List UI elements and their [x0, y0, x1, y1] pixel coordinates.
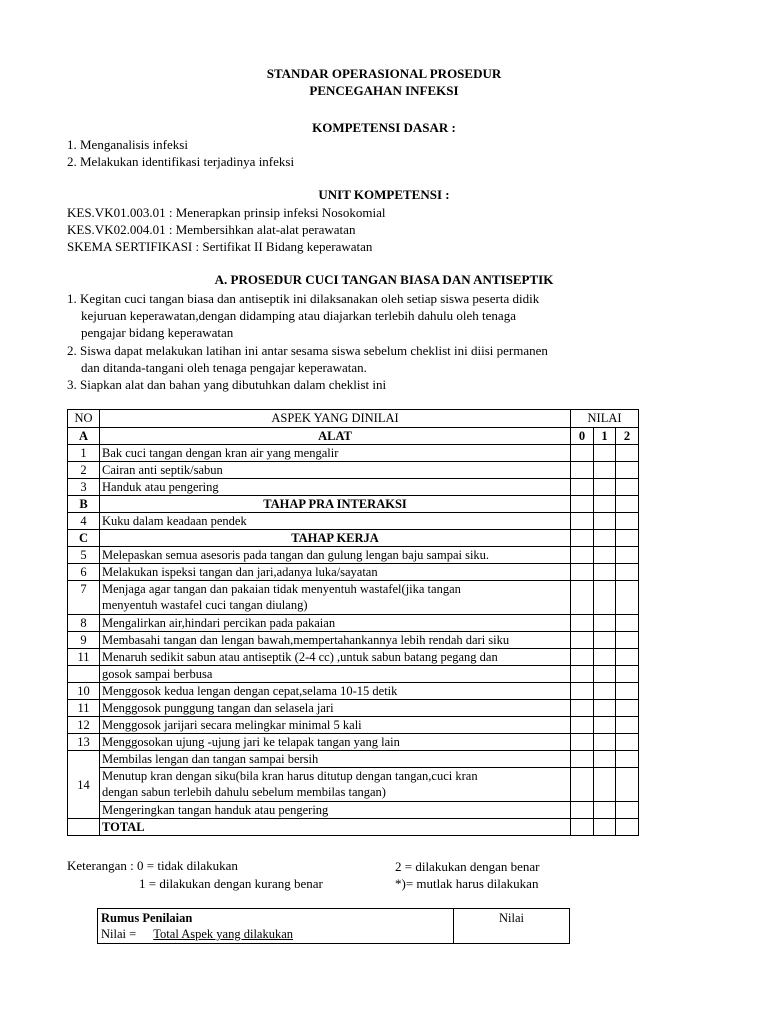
score-cell-1[interactable] [594, 649, 616, 666]
row-text: Mengeringkan tangan handuk atau pengering [100, 802, 571, 819]
score-cell-0[interactable] [571, 462, 594, 479]
score-cell-1 [594, 530, 616, 547]
col-nilai-header: NILAI [571, 410, 639, 428]
section-title: ALAT [100, 428, 571, 445]
keterangan-item-star: *)= mutlak harus dilakukan [395, 876, 539, 891]
score-cell-0[interactable] [571, 802, 594, 819]
prosedur-line: 3. Siapkan alat dan bahan yang dibutuhkan dalam cheklist ini [67, 377, 387, 392]
table-row [68, 751, 639, 768]
score-cell-1 [594, 496, 616, 513]
section-no: A [68, 428, 100, 445]
row-no [68, 666, 100, 683]
table-row [68, 632, 639, 649]
prosedur-line: pengajar bidang keperawatan [81, 325, 234, 340]
col-no-header: NO [68, 410, 100, 428]
table-row [68, 547, 639, 564]
kompetensi-dasar-heading: KOMPETENSI DASAR : [312, 120, 456, 135]
score-cell-0[interactable] [571, 479, 594, 496]
score-cell-1[interactable] [594, 479, 616, 496]
score-cell-1[interactable] [594, 700, 616, 717]
row-text [100, 581, 571, 615]
score-cell-2[interactable] [616, 751, 639, 768]
rumus-formula-numerator: Total Aspek yang dilakukan [153, 927, 294, 941]
rumus-formula-label: Nilai = [101, 927, 137, 941]
score-cell-0[interactable] [571, 445, 594, 462]
doc-title-line2: PENCEGAHAN INFEKSI [309, 83, 459, 98]
row-text [100, 768, 571, 802]
row-no: 10 [68, 683, 100, 700]
row-no: 5 [68, 547, 100, 564]
table-row [68, 462, 639, 479]
score-cell-2[interactable] [616, 768, 639, 802]
score-cell-2[interactable] [616, 513, 639, 530]
score-cell-0[interactable] [571, 547, 594, 564]
score-cell-2[interactable] [616, 564, 639, 581]
row-no: 9 [68, 632, 100, 649]
score-cell-1[interactable] [594, 632, 616, 649]
table-row [68, 717, 639, 734]
row-text: Bak cuci tangan dengan kran air yang mengalir [100, 445, 571, 462]
table-row [68, 802, 639, 819]
score-cell-0 [571, 496, 594, 513]
row-text: Menggosok jarijari secara melingkar minimal 5 kali [100, 717, 571, 734]
score-cell-2[interactable] [616, 802, 639, 819]
section-row-tahap-kerja [68, 530, 639, 547]
table-row [68, 683, 639, 700]
score-cell-1[interactable] [594, 462, 616, 479]
score-cell-2[interactable] [616, 700, 639, 717]
score-cell-1[interactable] [594, 581, 616, 615]
table-row [68, 649, 639, 666]
row-no: 11 [68, 700, 100, 717]
rumus-nilai-cell: Nilai [454, 909, 570, 944]
score-cell-0[interactable] [571, 615, 594, 632]
row-text: Menggosokan ujung -ujung jari ke telapak tangan yang lain [100, 734, 571, 751]
score-cell-1[interactable] [594, 734, 616, 751]
score-cell-0[interactable] [571, 513, 594, 530]
score-header-1: 1 [594, 428, 616, 445]
score-cell-2[interactable] [616, 581, 639, 615]
section-title: TAHAP PRA INTERAKSI [100, 496, 571, 513]
table-header-row [68, 410, 639, 428]
score-cell-2[interactable] [616, 445, 639, 462]
score-cell-2[interactable] [616, 683, 639, 700]
section-row-alat [68, 428, 639, 445]
score-cell-2 [616, 530, 639, 547]
score-cell-0[interactable] [571, 564, 594, 581]
score-cell-2[interactable] [616, 717, 639, 734]
row-no [68, 819, 100, 836]
score-cell-0[interactable] [571, 632, 594, 649]
score-cell-0[interactable] [571, 581, 594, 615]
score-cell-0[interactable] [571, 717, 594, 734]
row-text: Menaruh sedikit sabun atau antiseptik (2-4 cc) ,untuk sabun batang pegang dan [100, 649, 571, 666]
section-no: B [68, 496, 100, 513]
row-no: 8 [68, 615, 100, 632]
row-text: Kuku dalam keadaan pendek [100, 513, 571, 530]
table-row [68, 479, 639, 496]
prosedur-line: 1. Kegitan cuci tangan biasa dan antiseptik ini dilaksanakan oleh setiap siswa peserta didik [67, 291, 540, 306]
row-no: 11 [68, 649, 100, 666]
score-cell-2 [616, 496, 639, 513]
prosedur-line: 2. Siswa dapat melakukan latihan ini antar sesama siswa sebelum cheklist ini diisi permanen [67, 343, 548, 358]
keterangan-label: Keterangan : 0 = tidak dilakukan [67, 858, 238, 873]
score-cell-0[interactable] [571, 751, 594, 768]
total-cell-0[interactable] [571, 819, 594, 836]
unit-kompetensi-item: SKEMA SERTIFIKASI : Sertifikat II Bidang keperawatan [67, 239, 373, 254]
table-row [68, 666, 639, 683]
score-cell-2[interactable] [616, 479, 639, 496]
score-cell-1[interactable] [594, 445, 616, 462]
row-no: 6 [68, 564, 100, 581]
score-cell-1[interactable] [594, 802, 616, 819]
row-no: 2 [68, 462, 100, 479]
row-text: gosok sampai berbusa [100, 666, 571, 683]
table-row [68, 768, 639, 802]
doc-title-line1: STANDAR OPERASIONAL PROSEDUR [266, 66, 502, 81]
score-cell-2[interactable] [616, 547, 639, 564]
score-cell-1[interactable] [594, 564, 616, 581]
rumus-formula [101, 926, 450, 942]
row-no: 4 [68, 513, 100, 530]
row-text: Melakukan ispeksi tangan dan jari,adanya luka/sayatan [100, 564, 571, 581]
score-cell-2[interactable] [616, 632, 639, 649]
total-cell-2[interactable] [616, 819, 639, 836]
row-text: Membilas lengan dan tangan sampai bersih [100, 751, 571, 768]
row-no: 13 [68, 734, 100, 751]
rumus-cell [98, 909, 454, 944]
kompetensi-dasar-item: 2. Melakukan identifikasi terjadinya infeksi [67, 154, 295, 169]
section-title: TAHAP KERJA [100, 530, 571, 547]
table-row [68, 564, 639, 581]
score-cell-0[interactable] [571, 768, 594, 802]
row-no: 1 [68, 445, 100, 462]
section-row-pra-interaksi [68, 496, 639, 513]
score-cell-2[interactable] [616, 649, 639, 666]
score-cell-0[interactable] [571, 734, 594, 751]
row-text-line: Menjaga agar tangan dan pakaian tidak menyentuh wastafel(jika tangan [102, 582, 461, 596]
section-no: C [68, 530, 100, 547]
prosedur-line: kejuruan keperawatan,dengan didamping atau diajarkan terlebih dahulu oleh tenaga [81, 308, 516, 323]
total-cell-1[interactable] [594, 819, 616, 836]
keterangan-item-1: 1 = dilakukan dengan kurang benar [139, 876, 323, 891]
score-cell-0[interactable] [571, 700, 594, 717]
table-row [68, 445, 639, 462]
row-text: Cairan anti septik/sabun [100, 462, 571, 479]
total-label: TOTAL [100, 819, 571, 836]
score-cell-0[interactable] [571, 683, 594, 700]
score-cell-1[interactable] [594, 513, 616, 530]
row-text: Menggosok kedua lengan dengan cepat,selama 10-15 detik [100, 683, 571, 700]
score-cell-1[interactable] [594, 666, 616, 683]
checklist-table [67, 409, 639, 836]
table-row [68, 734, 639, 751]
score-cell-1[interactable] [594, 615, 616, 632]
score-cell-0[interactable] [571, 666, 594, 683]
score-cell-2[interactable] [616, 734, 639, 751]
prosedur-heading: A. PROSEDUR CUCI TANGAN BIASA DAN ANTISEPTIK [214, 272, 554, 287]
row-text-line: dengan sabun terlebih dahulu sebelum membilas tangan) [102, 785, 386, 799]
row-no: 12 [68, 717, 100, 734]
table-row [68, 581, 639, 615]
row-text: Menggosok punggung tangan dan selasela jari [100, 700, 571, 717]
prosedur-line: dan ditanda-tangani oleh tenaga pengajar keperawatan. [81, 360, 367, 375]
rumus-heading: Rumus Penilaian [101, 911, 193, 925]
score-header-2: 2 [616, 428, 639, 445]
score-cell-1[interactable] [594, 751, 616, 768]
unit-kompetensi-item: KES.VK01.003.01 : Menerapkan prinsip infeksi Nosokomial [67, 205, 386, 220]
row-text: Membasahi tangan dan lengan bawah,mempertahankannya lebih rendah dari siku [100, 632, 571, 649]
score-cell-1[interactable] [594, 768, 616, 802]
row-no: 14 [68, 751, 100, 819]
row-text-line: Menutup kran dengan siku(bila kran harus ditutup dengan tangan,cuci kran [102, 769, 478, 783]
unit-kompetensi-heading: UNIT KOMPETENSI : [318, 187, 450, 202]
row-no: 3 [68, 479, 100, 496]
score-cell-0 [571, 530, 594, 547]
score-cell-1[interactable] [594, 683, 616, 700]
score-cell-1[interactable] [594, 547, 616, 564]
table-row [68, 513, 639, 530]
row-text: Melepaskan semua asesoris pada tangan dan gulung lengan baju sampai siku. [100, 547, 571, 564]
score-cell-0[interactable] [571, 649, 594, 666]
row-text-line: menyentuh wastafel cuci tangan diulang) [102, 598, 308, 612]
keterangan-item-2: 2 = dilakukan dengan benar [395, 859, 540, 874]
unit-kompetensi-item: KES.VK02.004.01 : Membersihkan alat-alat perawatan [67, 222, 356, 237]
table-row [68, 700, 639, 717]
score-cell-2[interactable] [616, 666, 639, 683]
rumus-row [98, 909, 570, 944]
score-cell-2[interactable] [616, 615, 639, 632]
total-row [68, 819, 639, 836]
row-text: Handuk atau pengering [100, 479, 571, 496]
table-row [68, 615, 639, 632]
rumus-penilaian-table [97, 908, 570, 944]
score-header-0: 0 [571, 428, 594, 445]
score-cell-1[interactable] [594, 717, 616, 734]
row-no: 7 [68, 581, 100, 615]
score-cell-2[interactable] [616, 462, 639, 479]
kompetensi-dasar-item: 1. Menganalisis infeksi [67, 137, 188, 152]
col-aspek-header: ASPEK YANG DINILAI [100, 410, 571, 428]
row-text: Mengalirkan air,hindari percikan pada pakaian [100, 615, 571, 632]
